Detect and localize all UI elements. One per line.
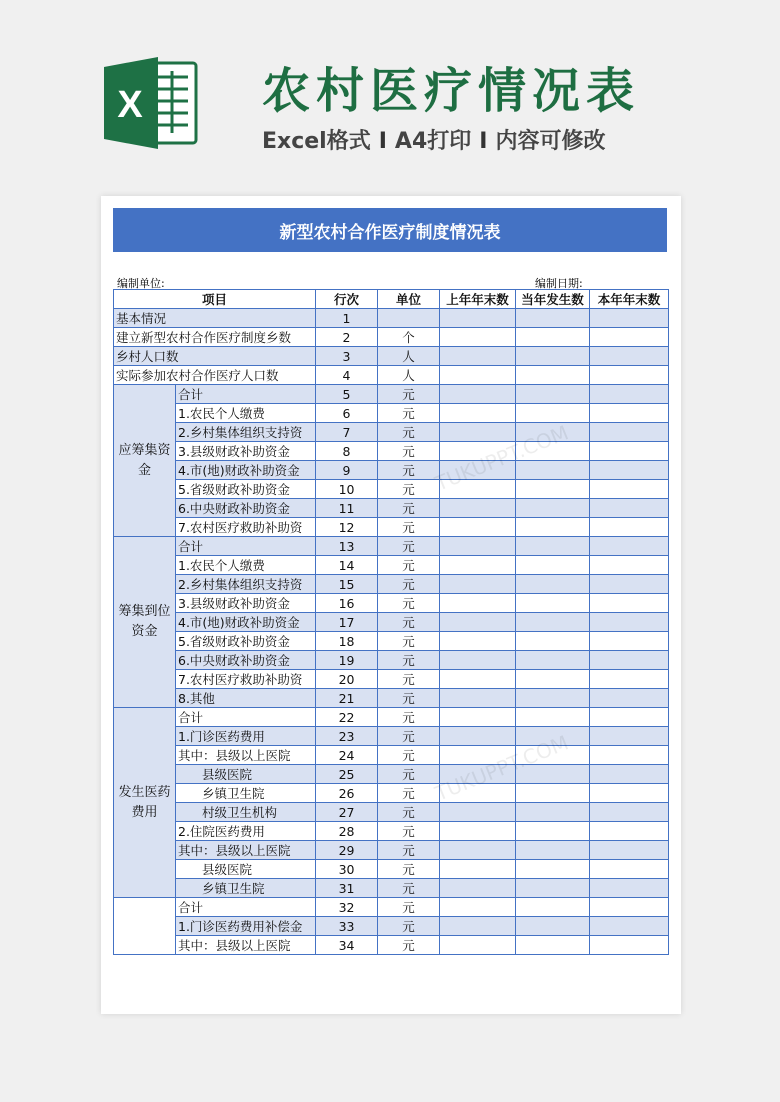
cell-item[interactable]: 县级医院 (176, 860, 316, 879)
cell-item[interactable]: 合计 (176, 898, 316, 917)
cell-current-year[interactable] (516, 689, 590, 708)
cell-unit[interactable]: 元 (378, 499, 440, 518)
cell-this-year-end[interactable] (590, 917, 669, 936)
cell-row-no[interactable]: 3 (316, 347, 378, 366)
cell-row-no[interactable]: 27 (316, 803, 378, 822)
cell-this-year-end[interactable] (590, 347, 669, 366)
cell-row-no[interactable]: 2 (316, 328, 378, 347)
table-header-row (114, 290, 669, 309)
table-row (114, 651, 669, 670)
cell-row-no[interactable]: 26 (316, 784, 378, 803)
cell-row-no[interactable]: 31 (316, 879, 378, 898)
cell-current-year[interactable] (516, 727, 590, 746)
cell-prev-year-end[interactable] (440, 556, 516, 575)
cell-prev-year-end[interactable] (440, 917, 516, 936)
cell-current-year[interactable] (516, 556, 590, 575)
cell-unit[interactable]: 人 (378, 366, 440, 385)
table-row (114, 594, 669, 613)
cell-row-no[interactable]: 18 (316, 632, 378, 651)
subtitle-format: Excel格式 (262, 129, 371, 154)
cell-current-year[interactable] (516, 480, 590, 499)
cell-this-year-end[interactable] (590, 651, 669, 670)
cell-unit[interactable]: 元 (378, 442, 440, 461)
cell-this-year-end[interactable] (590, 784, 669, 803)
header-row-no: 行次 (316, 290, 378, 309)
cell-row-no[interactable]: 15 (316, 575, 378, 594)
cell-item[interactable]: 合计 (176, 708, 316, 727)
cell-item[interactable]: 4.市(地)财政补助资金 (176, 613, 316, 632)
cell-this-year-end[interactable] (590, 594, 669, 613)
cell-item[interactable]: 其中：县级以上医院 (176, 746, 316, 765)
cell-row-no[interactable]: 23 (316, 727, 378, 746)
table-row (114, 480, 669, 499)
cell-prev-year-end[interactable] (440, 328, 516, 347)
cell-unit[interactable]: 元 (378, 746, 440, 765)
cell-unit[interactable]: 个 (378, 328, 440, 347)
cell-unit[interactable]: 元 (378, 632, 440, 651)
sheet-title: 新型农村合作医疗制度情况表 (113, 208, 667, 252)
cell-this-year-end[interactable] (590, 670, 669, 689)
header-current-year: 当年发生数 (516, 290, 590, 309)
cell-this-year-end[interactable] (590, 822, 669, 841)
subtitle-editable: 内容可修改 (495, 129, 606, 154)
page-title: 农村医疗情况表 (262, 63, 641, 119)
cell-item[interactable]: 其中：县级以上医院 (176, 936, 316, 955)
subtitle-separator: I (378, 129, 387, 154)
cell-this-year-end[interactable] (590, 632, 669, 651)
cell-unit[interactable]: 元 (378, 689, 440, 708)
cell-current-year[interactable] (516, 632, 590, 651)
cell-current-year[interactable] (516, 461, 590, 480)
cell-current-year[interactable] (516, 309, 590, 328)
cell-this-year-end[interactable] (590, 575, 669, 594)
cell-this-year-end[interactable] (590, 841, 669, 860)
cell-row-no[interactable]: 16 (316, 594, 378, 613)
cell-prev-year-end[interactable] (440, 746, 516, 765)
cell-row-no[interactable]: 10 (316, 480, 378, 499)
cell-item[interactable]: 建立新型农村合作医疗制度乡数 (114, 328, 316, 347)
excel-icon-letter: X (117, 84, 143, 126)
cell-row-no[interactable]: 17 (316, 613, 378, 632)
cell-unit[interactable]: 元 (378, 651, 440, 670)
date-label: 编制日期: (535, 277, 583, 290)
cell-row-no[interactable]: 6 (316, 404, 378, 423)
cell-current-year[interactable] (516, 879, 590, 898)
cell-item[interactable]: 2.乡村集体组织支持资 (176, 423, 316, 442)
cell-item[interactable]: 村级卫生机构 (176, 803, 316, 822)
cell-current-year[interactable] (516, 537, 590, 556)
cell-this-year-end[interactable] (590, 309, 669, 328)
table-row (114, 841, 669, 860)
cell-row-no[interactable]: 4 (316, 366, 378, 385)
cell-current-year[interactable] (516, 898, 590, 917)
cell-this-year-end[interactable] (590, 480, 669, 499)
cell-prev-year-end[interactable] (440, 385, 516, 404)
table-row (114, 765, 669, 784)
cell-prev-year-end[interactable] (440, 423, 516, 442)
table-row (114, 936, 669, 955)
group-label: 筹集到位资金 (114, 537, 176, 708)
cell-row-no[interactable]: 1 (316, 309, 378, 328)
table-row (114, 613, 669, 632)
cell-item[interactable]: 8.其他 (176, 689, 316, 708)
cell-this-year-end[interactable] (590, 442, 669, 461)
unit-label: 编制单位: (117, 277, 165, 290)
cell-prev-year-end[interactable] (440, 404, 516, 423)
table-row (114, 328, 669, 347)
cell-this-year-end[interactable] (590, 613, 669, 632)
cell-item[interactable]: 县级医院 (176, 765, 316, 784)
cell-row-no[interactable]: 28 (316, 822, 378, 841)
cell-prev-year-end[interactable] (440, 442, 516, 461)
cell-prev-year-end[interactable] (440, 309, 516, 328)
table-row (114, 803, 669, 822)
cell-unit[interactable]: 元 (378, 537, 440, 556)
cell-this-year-end[interactable] (590, 746, 669, 765)
table-row (114, 879, 669, 898)
cell-prev-year-end[interactable] (440, 784, 516, 803)
cell-current-year[interactable] (516, 841, 590, 860)
cell-row-no[interactable]: 24 (316, 746, 378, 765)
spreadsheet-page (101, 196, 681, 1014)
cell-this-year-end[interactable] (590, 879, 669, 898)
cell-prev-year-end[interactable] (440, 689, 516, 708)
cell-item[interactable]: 乡镇卫生院 (176, 879, 316, 898)
cell-item[interactable]: 6.中央财政补助资金 (176, 499, 316, 518)
cell-prev-year-end[interactable] (440, 936, 516, 955)
cell-item[interactable]: 基本情况 (114, 309, 316, 328)
cell-row-no[interactable]: 22 (316, 708, 378, 727)
cell-row-no[interactable]: 7 (316, 423, 378, 442)
cell-item[interactable]: 1.门诊医药费用补偿金 (176, 917, 316, 936)
cell-row-no[interactable]: 12 (316, 518, 378, 537)
cell-prev-year-end[interactable] (440, 518, 516, 537)
cell-current-year[interactable] (516, 670, 590, 689)
cell-item[interactable]: 7.农村医疗救助补助资 (176, 518, 316, 537)
cell-prev-year-end[interactable] (440, 480, 516, 499)
cell-prev-year-end[interactable] (440, 860, 516, 879)
cell-item[interactable]: 6.中央财政补助资金 (176, 651, 316, 670)
cell-this-year-end[interactable] (590, 499, 669, 518)
cell-prev-year-end[interactable] (440, 594, 516, 613)
cell-item[interactable]: 合计 (176, 385, 316, 404)
cell-current-year[interactable] (516, 442, 590, 461)
table-row (114, 309, 669, 328)
cell-prev-year-end[interactable] (440, 822, 516, 841)
cell-this-year-end[interactable] (590, 518, 669, 537)
cell-row-no[interactable]: 14 (316, 556, 378, 575)
cell-prev-year-end[interactable] (440, 461, 516, 480)
banner (0, 0, 780, 190)
cell-item[interactable]: 1.农民个人缴费 (176, 556, 316, 575)
table-row (114, 366, 669, 385)
cell-prev-year-end[interactable] (440, 499, 516, 518)
table-row (114, 575, 669, 594)
cell-prev-year-end[interactable] (440, 727, 516, 746)
cell-current-year[interactable] (516, 936, 590, 955)
table-row (114, 917, 669, 936)
cell-current-year[interactable] (516, 708, 590, 727)
table-row (114, 347, 669, 366)
cell-current-year[interactable] (516, 594, 590, 613)
cell-this-year-end[interactable] (590, 556, 669, 575)
watermark: TUKUPPT.COM (431, 420, 572, 496)
cell-item[interactable]: 乡村人口数 (114, 347, 316, 366)
cell-current-year[interactable] (516, 385, 590, 404)
cell-this-year-end[interactable] (590, 461, 669, 480)
table-row (114, 423, 669, 442)
cell-row-no[interactable]: 33 (316, 917, 378, 936)
cell-unit[interactable]: 元 (378, 898, 440, 917)
cell-prev-year-end[interactable] (440, 613, 516, 632)
cell-current-year[interactable] (516, 423, 590, 442)
cell-current-year[interactable] (516, 803, 590, 822)
cell-row-no[interactable]: 34 (316, 936, 378, 955)
table-row (114, 537, 669, 556)
cell-prev-year-end[interactable] (440, 765, 516, 784)
cell-this-year-end[interactable] (590, 385, 669, 404)
table-row (114, 404, 669, 423)
cell-unit[interactable] (378, 309, 440, 328)
cell-row-no[interactable]: 29 (316, 841, 378, 860)
cell-item[interactable]: 合计 (176, 537, 316, 556)
cell-prev-year-end[interactable] (440, 898, 516, 917)
cell-prev-year-end[interactable] (440, 708, 516, 727)
cell-unit[interactable]: 元 (378, 803, 440, 822)
group-label: 发生医药费用 (114, 708, 176, 898)
cell-unit[interactable]: 元 (378, 860, 440, 879)
table-row (114, 632, 669, 651)
cell-current-year[interactable] (516, 404, 590, 423)
cell-unit[interactable]: 元 (378, 575, 440, 594)
table-row (114, 898, 669, 917)
subtitle-separator: I (479, 129, 488, 154)
cell-row-no[interactable]: 20 (316, 670, 378, 689)
cell-item[interactable]: 乡镇卫生院 (176, 784, 316, 803)
cell-row-no[interactable]: 5 (316, 385, 378, 404)
cell-current-year[interactable] (516, 575, 590, 594)
cell-item[interactable]: 1.门诊医药费用 (176, 727, 316, 746)
cell-prev-year-end[interactable] (440, 366, 516, 385)
cell-current-year[interactable] (516, 518, 590, 537)
cell-row-no[interactable]: 13 (316, 537, 378, 556)
cell-prev-year-end[interactable] (440, 347, 516, 366)
table-row (114, 689, 669, 708)
group-label (114, 898, 176, 955)
cell-unit[interactable]: 元 (378, 518, 440, 537)
cell-unit[interactable]: 元 (378, 784, 440, 803)
cell-this-year-end[interactable] (590, 708, 669, 727)
cell-prev-year-end[interactable] (440, 670, 516, 689)
cell-unit[interactable]: 元 (378, 917, 440, 936)
cell-item[interactable]: 5.省级财政补助资金 (176, 632, 316, 651)
cell-unit[interactable]: 元 (378, 765, 440, 784)
cell-this-year-end[interactable] (590, 765, 669, 784)
cell-prev-year-end[interactable] (440, 651, 516, 670)
table-row (114, 784, 669, 803)
cell-prev-year-end[interactable] (440, 841, 516, 860)
cell-this-year-end[interactable] (590, 898, 669, 917)
cell-unit[interactable]: 元 (378, 670, 440, 689)
cell-prev-year-end[interactable] (440, 632, 516, 651)
cell-this-year-end[interactable] (590, 860, 669, 879)
table-row (114, 727, 669, 746)
cell-current-year[interactable] (516, 328, 590, 347)
table-row (114, 860, 669, 879)
cell-unit[interactable]: 元 (378, 822, 440, 841)
cell-item[interactable]: 3.县级财政补助资金 (176, 594, 316, 613)
table-row (114, 746, 669, 765)
table-row (114, 499, 669, 518)
subtitle-print: A4打印 (394, 129, 472, 154)
cell-unit[interactable]: 元 (378, 594, 440, 613)
table-row (114, 442, 669, 461)
cell-current-year[interactable] (516, 860, 590, 879)
cell-row-no[interactable]: 30 (316, 860, 378, 879)
cell-this-year-end[interactable] (590, 328, 669, 347)
cell-row-no[interactable]: 8 (316, 442, 378, 461)
cell-unit[interactable]: 元 (378, 936, 440, 955)
cell-current-year[interactable] (516, 822, 590, 841)
cell-item[interactable]: 其中：县级以上医院 (176, 841, 316, 860)
cell-unit[interactable]: 元 (378, 480, 440, 499)
cell-item[interactable]: 2.乡村集体组织支持资 (176, 575, 316, 594)
cell-current-year[interactable] (516, 347, 590, 366)
cell-item[interactable]: 2.住院医药费用 (176, 822, 316, 841)
excel-icon (100, 53, 200, 153)
cell-current-year[interactable] (516, 917, 590, 936)
cell-current-year[interactable] (516, 651, 590, 670)
cell-this-year-end[interactable] (590, 366, 669, 385)
cell-unit[interactable]: 元 (378, 385, 440, 404)
cell-row-no[interactable]: 32 (316, 898, 378, 917)
cell-item[interactable]: 3.县级财政补助资金 (176, 442, 316, 461)
cell-unit[interactable]: 元 (378, 423, 440, 442)
cell-current-year[interactable] (516, 784, 590, 803)
cell-this-year-end[interactable] (590, 404, 669, 423)
cell-unit[interactable]: 元 (378, 708, 440, 727)
header-item: 项目 (114, 290, 316, 309)
group-label: 应筹集资金 (114, 385, 176, 537)
cell-row-no[interactable]: 25 (316, 765, 378, 784)
cell-item[interactable]: 4.市(地)财政补助资金 (176, 461, 316, 480)
table-row (114, 822, 669, 841)
cell-unit[interactable]: 元 (378, 841, 440, 860)
header-this-year-end: 本年年末数 (590, 290, 669, 309)
cell-current-year[interactable] (516, 765, 590, 784)
cell-unit[interactable]: 元 (378, 404, 440, 423)
cell-this-year-end[interactable] (590, 423, 669, 442)
cell-row-no[interactable]: 19 (316, 651, 378, 670)
cell-unit[interactable]: 元 (378, 461, 440, 480)
cell-current-year[interactable] (516, 613, 590, 632)
cell-unit[interactable]: 元 (378, 727, 440, 746)
table-row (114, 461, 669, 480)
header-prev-year-end: 上年年末数 (440, 290, 516, 309)
table-row (114, 518, 669, 537)
cell-current-year[interactable] (516, 499, 590, 518)
page-subtitle (262, 124, 605, 155)
cell-current-year[interactable] (516, 746, 590, 765)
cell-item[interactable]: 7.农村医疗救助补助资 (176, 670, 316, 689)
cell-unit[interactable]: 元 (378, 613, 440, 632)
cell-prev-year-end[interactable] (440, 537, 516, 556)
cell-this-year-end[interactable] (590, 727, 669, 746)
cell-row-no[interactable]: 21 (316, 689, 378, 708)
table-row (114, 670, 669, 689)
cell-item[interactable]: 实际参加农村合作医疗人口数 (114, 366, 316, 385)
cell-unit[interactable]: 人 (378, 347, 440, 366)
table-row (114, 556, 669, 575)
table-row (114, 385, 669, 404)
cell-this-year-end[interactable] (590, 936, 669, 955)
cell-prev-year-end[interactable] (440, 879, 516, 898)
cell-row-no[interactable]: 11 (316, 499, 378, 518)
cell-item[interactable]: 1.农民个人缴费 (176, 404, 316, 423)
cell-prev-year-end[interactable] (440, 803, 516, 822)
cell-item[interactable]: 5.省级财政补助资金 (176, 480, 316, 499)
cell-unit[interactable]: 元 (378, 879, 440, 898)
cell-unit[interactable]: 元 (378, 556, 440, 575)
cell-this-year-end[interactable] (590, 537, 669, 556)
medical-table (113, 289, 669, 955)
cell-prev-year-end[interactable] (440, 575, 516, 594)
cell-this-year-end[interactable] (590, 689, 669, 708)
cell-this-year-end[interactable] (590, 803, 669, 822)
header-unit: 单位 (378, 290, 440, 309)
cell-row-no[interactable]: 9 (316, 461, 378, 480)
table-row (114, 708, 669, 727)
cell-current-year[interactable] (516, 366, 590, 385)
